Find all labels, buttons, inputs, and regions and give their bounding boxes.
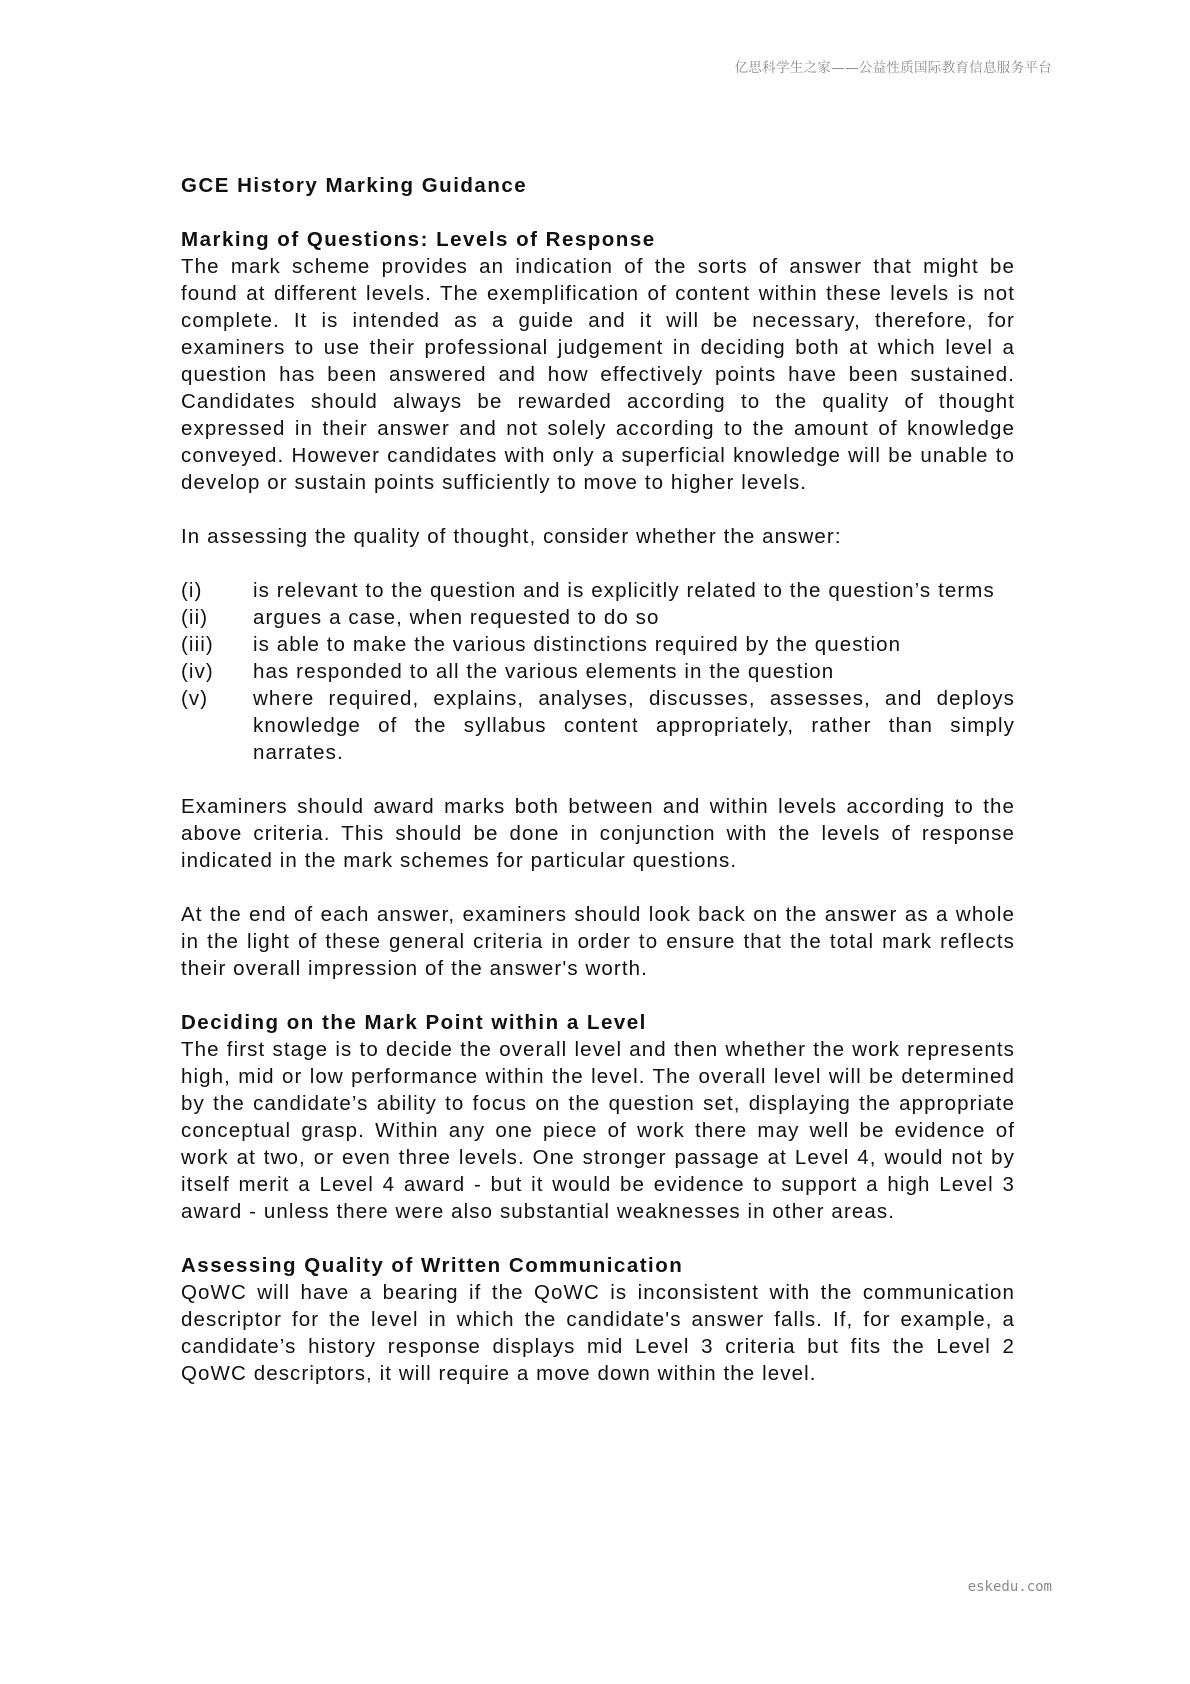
document-title: GCE History Marking Guidance [181,174,528,197]
mark-point-heading: Deciding on the Mark Point within a Level [181,1011,647,1034]
criteria-list [181,577,1015,766]
list-numeral: (ii) [181,606,209,629]
levels-of-response-heading: Marking of Questions: Levels of Response [181,228,656,251]
list-numeral: (v) [181,687,209,710]
list-item-text: is able to make the various distinctions required by the question [253,633,902,656]
list-item-text: argues a case, when requested to do so [253,606,660,629]
header-watermark: 亿思科学生之家——公益性质国际教育信息服务平台 [734,60,1052,76]
assessing-intro: In assessing the quality of thought, consider whether the answer: [181,525,842,548]
list-item [181,658,1015,685]
award-paragraph: Examiners should award marks both between and within levels according to the above criteria. This should be done in conjunction with the levels of response indicated in the mark schemes for particular questions. [181,795,1015,872]
levels-of-response-paragraph: The mark scheme provides an indication of the sorts of answer that might be found at different levels. The exemplification of content within these levels is not complete. It is intended as a guide and it will be necessary, therefore, for examiners to use their professional judgement in deciding both at which level a question has been answered and how effectively points have been sustained. Candidates should always be rewarded according to the quality of thought expressed in their answer and not solely according to the amount of knowledge conveyed. However candidates with only a superficial knowledge will be unable to develop or sustain points sufficiently to move to higher levels. [181,255,1015,494]
mark-point-section [181,1009,1015,1225]
footer-site: eskedu.com [967,1579,1052,1595]
list-numeral: (iv) [181,660,214,683]
list-item [181,577,1015,604]
list-item [181,631,1015,658]
levels-of-response-section [181,226,1015,496]
list-item [181,604,1015,631]
list-item-text: has responded to all the various elements in the question [253,660,835,683]
qowc-paragraph: QoWC will have a bearing if the QoWC is inconsistent with the communication descriptor for the level in which the candidate's answer falls. If, for example, a candidate’s history response displays mid Level 3 criteria but fits the Level 2 QoWC descriptors, it will require a move down within the level. [181,1281,1015,1385]
document-body [181,172,1015,1414]
list-item [181,685,1015,766]
qowc-heading: Assessing Quality of Written Communication [181,1254,684,1277]
list-numeral: (i) [181,579,203,602]
list-item-text: is relevant to the question and is explicitly related to the question’s terms [253,579,995,602]
list-item-text: where required, explains, analyses, discusses, assesses, and deploys knowledge of the syllabus content appropriately, rather than simply narrates. [253,687,1015,764]
qowc-section [181,1252,1015,1387]
list-numeral: (iii) [181,633,214,656]
end-of-answer-paragraph: At the end of each answer, examiners should look back on the answer as a whole in the light of these general criteria in order to ensure that the total mark reflects their overall impression of the answer's worth. [181,903,1015,980]
mark-point-paragraph: The first stage is to decide the overall level and then whether the work represents high, mid or low performance within the level. The overall level will be determined by the candidate’s ability to focus on the question set, displaying the appropriate conceptual grasp. Within any one piece of work there may well be evidence of work at two, or even three levels. One stronger passage at Level 4, would not by itself merit a Level 4 award - but it would be evidence to support a high Level 3 award - unless there were also substantial weaknesses in other areas. [181,1038,1015,1223]
